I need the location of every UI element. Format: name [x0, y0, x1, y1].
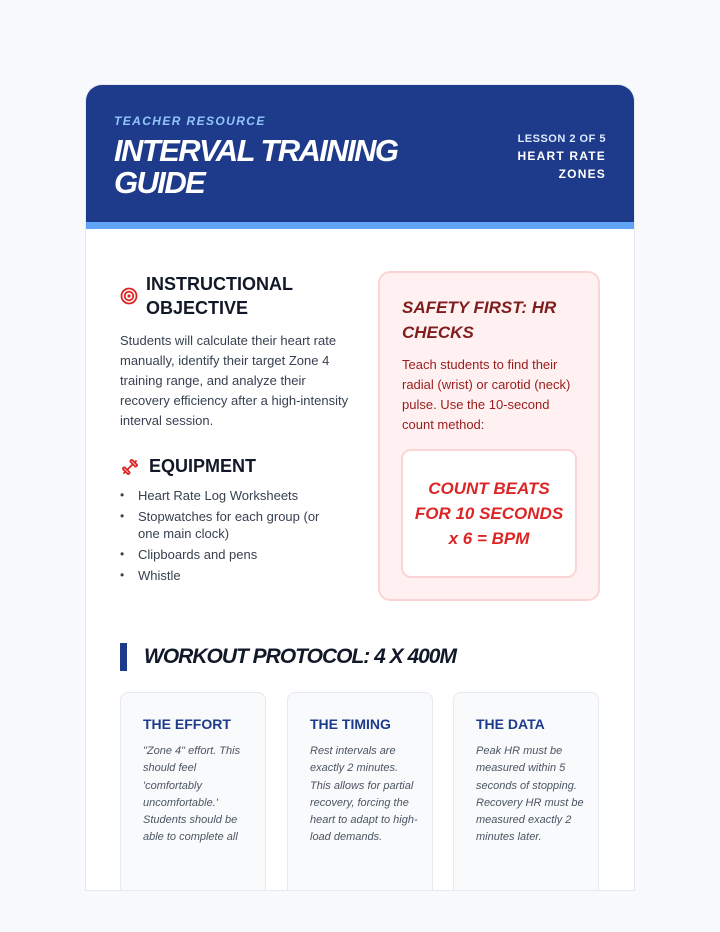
header-banner	[86, 85, 634, 229]
formula-box	[401, 449, 577, 578]
protocol-card-text: Peak HR must be measured within 5 seconds of stopping. Recovery HR must be measured exactly 2 minutes later.	[476, 745, 584, 844]
protocol-card-timing	[287, 692, 433, 890]
equipment-list	[120, 487, 340, 588]
section-accent-bar	[120, 643, 127, 671]
safety-callout	[378, 271, 600, 601]
equipment-heading	[120, 454, 256, 478]
lesson-card	[86, 85, 634, 890]
protocol-card-effort	[120, 692, 266, 890]
list-item: • Clipboards and pens	[120, 546, 340, 563]
protocol-title: WORKOUT PROTOCOL: 4 X 400M	[144, 645, 456, 668]
objective-text: Students will calculate their heart rate manually, identify their target Zone 4 training range, and analyze their recovery efficiency after a high-intensity interval session.	[120, 333, 349, 428]
formula-text: COUNT BEATS FOR 10 SECONDS x 6 = BPM	[414, 479, 564, 548]
objective-heading	[120, 272, 320, 320]
protocol-card-text: Rest intervals are exactly 2 minutes. This allows for partial recovery, forcing the heart to adapt to high-load demands.	[310, 745, 418, 844]
lesson-number: LESSON 2 OF 5	[517, 133, 606, 145]
safety-title: SAFETY FIRST: HR CHECKS	[402, 298, 557, 342]
protocol-card-title: THE TIMING	[310, 716, 391, 732]
protocol-card-data	[453, 692, 599, 890]
lesson-topic: HEART RATE ZONES	[517, 149, 606, 181]
list-item: • Whistle	[120, 567, 340, 584]
protocol-card-text: "Zone 4" effort. This should feel 'comfortably uncomfortable.' Students should be able to complete all	[143, 745, 241, 844]
protocol-card-title: THE DATA	[476, 716, 545, 732]
eyebrow-label: TEACHER RESOURCE	[114, 114, 266, 128]
list-item: • Stopwatches for each group (or one main clock)	[120, 508, 340, 542]
objective-title: INSTRUCTIONAL OBJECTIVE	[146, 274, 293, 318]
target-icon	[120, 287, 138, 305]
equipment-title: EQUIPMENT	[149, 456, 257, 476]
page-title: INTERVAL TRAINING GUIDE	[114, 133, 398, 200]
dumbbell-icon	[120, 457, 140, 477]
list-item: • Heart Rate Log Worksheets	[120, 487, 340, 504]
safety-text: Teach students to find their radial (wrist) or carotid (neck) pulse. Use the 10-second count method:	[402, 357, 571, 432]
protocol-card-title: THE EFFORT	[143, 716, 231, 732]
